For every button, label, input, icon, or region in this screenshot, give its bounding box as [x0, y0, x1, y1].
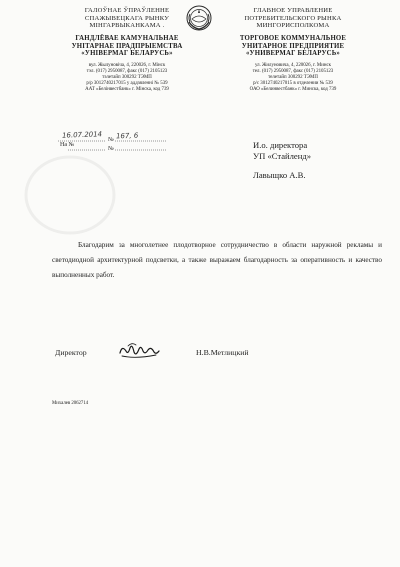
body-line-2: рекламы и светодиодной архитектурной подсветки, а также выражаем благодарность [52, 241, 383, 265]
right-company-line-2: УНИТАРНОЕ ПРЕДПРИЯТИЕ [241, 42, 345, 50]
addressee-position-line-1: И.о. директора [253, 140, 308, 150]
right-org-line-2: ПОТРЕБИТЕЛЬСКОГО РЫНКА [244, 14, 342, 22]
letter-body [52, 238, 382, 283]
right-address-line-2: тел. (017) 2950087, факс (017) 2105123 [252, 69, 334, 75]
body-line-1: Благодарим за многолетнее плодотворное сотрудничество в области наружной [78, 241, 342, 249]
right-company-line-1: ТОРГОВОЕ КОММУНАЛЬНОЕ [239, 34, 347, 42]
left-address-line-5: ААТ «Белінвестбанк» г. Мінска, код 739 [85, 87, 169, 93]
header-right-russian [208, 7, 378, 93]
registration-number: 167, 6 [115, 131, 139, 141]
body-line-3: за оперативность и качество выполненных работ. [52, 256, 382, 280]
reference-label: На № [60, 142, 75, 148]
right-address-line-4: р/с 3012740217015 в отделении № 539 [253, 81, 333, 87]
left-company-line-2: УНІТАРНАЕ ПРАДПРЫЕМСТВА [71, 42, 183, 50]
left-company-line-3: «УНІВЕРМАГ БЕЛАРУСЬ» [81, 50, 173, 58]
registration-date: 16.07.2014 [61, 130, 103, 140]
left-org-line-3: МІНГАРВЫКАНКАМА . [89, 22, 165, 30]
right-address-line-3: телетайп 300292 ТЭМП [268, 75, 318, 81]
right-org-line-3: МИНГОРИСПОЛКОМА [256, 22, 330, 30]
left-org-line-1: ГАЛОЎНАЕ ЎПРАЎЛЕННЕ [84, 7, 170, 14]
executor-note: Михалев 2062714 [52, 401, 89, 406]
signature-title: Директор [55, 348, 87, 357]
signatory-name: Н.В.Метлицкий [196, 348, 249, 357]
left-address-line-2: тэл. (017) 2950087, факс (017) 2105123 [86, 69, 168, 75]
right-company-line-3: «УНИВЕРМАГ БЕЛАРУСЬ» [245, 50, 341, 58]
addressee-position-line-2: УП «Стайленд» [253, 151, 311, 161]
left-address-line-3: тэлетайп 300292 ТЭМП [102, 75, 152, 81]
registration-number-sign: № [108, 137, 114, 143]
right-org-line-1: ГЛАВНОЕ УПРАВЛЕНИЕ [253, 7, 333, 14]
right-address-line-5: ОАО «Белинвестбанк» г. Минска, код 739 [249, 87, 337, 93]
left-company-line-1: ГАНДЛЁВАЕ КАМУНАЛЬНАЕ [75, 34, 179, 42]
right-address-line-1: ул. Жилуновича, 4, 220026, г. Минск [254, 63, 332, 69]
addressee-name: Лавыщко А.В. [253, 170, 306, 180]
left-org-line-2: СПАЖЫВЕЦКАГА РЫНКУ [84, 14, 170, 22]
left-address-line-1: вул. Жылуновіча, 4, 220026, г. Мінск [88, 63, 166, 69]
handwritten-signature [116, 339, 162, 363]
faint-stamp-mark [20, 150, 120, 240]
left-address-line-4: р/р 3012740217015 у аддзяленні № 539 [86, 81, 168, 87]
svg-text:№: № [108, 146, 114, 152]
